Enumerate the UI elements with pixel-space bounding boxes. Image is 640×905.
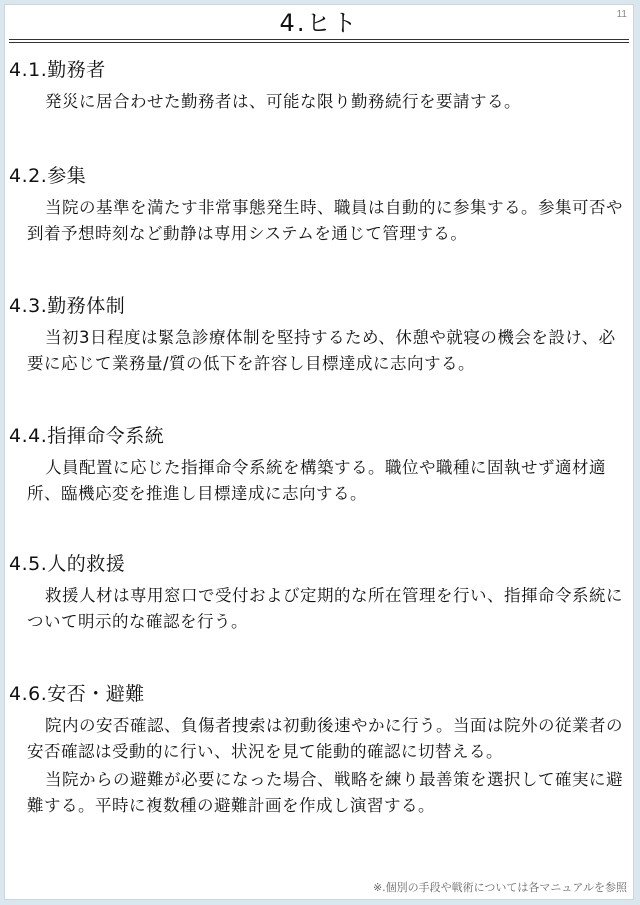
section-heading: 4.2.参集 [9,165,87,187]
section-paragraph: 人員配置に応じた指揮命令系統を構築する。職位や職種に固執せず適材適所、臨機応変を推進し目標達成に志向する。 [27,458,606,503]
section-paragraph: 当院の基準を満たす非常事態発生時、職員は自動的に参集する。参集可否や到着予想時刻など動静は専用システムを通じて管理する。 [27,198,623,243]
section-heading: 4.3.勤務体制 [9,295,126,317]
section-4-4 [9,423,627,507]
section-paragraph: 発災に居合わせた勤務者は、可能な限り勤務続行を要請する。 [45,92,521,111]
section-heading: 4.1.勤務者 [9,59,106,81]
footer-note: ※.個別の手段や戦術については各マニュアルを参照 [372,881,627,894]
section-paragraph: 当初3日程度は緊急診療体制を堅持するため、休憩や就寝の機会を設け、必要に応じて業務量/質の低下を許容し目標達成に志向する。 [27,328,616,373]
section-paragraph: 院内の安否確認、負傷者捜索は初動後速やかに行う。当面は院外の従業者の安否確認は受動的に行い、状況を見て能動的確認に切替える。 [27,716,623,761]
section-4-2 [9,163,627,247]
section-4-1 [9,57,627,115]
page-number: 11 [616,9,627,20]
document-page [4,4,634,900]
section-paragraph: 救援人材は専用窓口で受付および定期的な所在管理を行い、指揮命令系統について明示的な確認を行う。 [27,586,623,631]
section-heading: 4.4.指揮命令系統 [9,425,165,447]
page-title: 4.ヒト [279,9,359,37]
section-heading: 4.6.安否・避難 [9,683,145,705]
section-paragraph: 当院からの避難が必要になった場合、戦略を練り最善策を選択して確実に避難する。平時に複数種の避難計画を作成し演習する。 [27,770,623,815]
title-bar [9,7,629,43]
section-4-3 [9,293,627,377]
section-4-5 [9,551,627,635]
section-4-6 [9,681,627,819]
section-heading: 4.5.人的救援 [9,553,126,575]
